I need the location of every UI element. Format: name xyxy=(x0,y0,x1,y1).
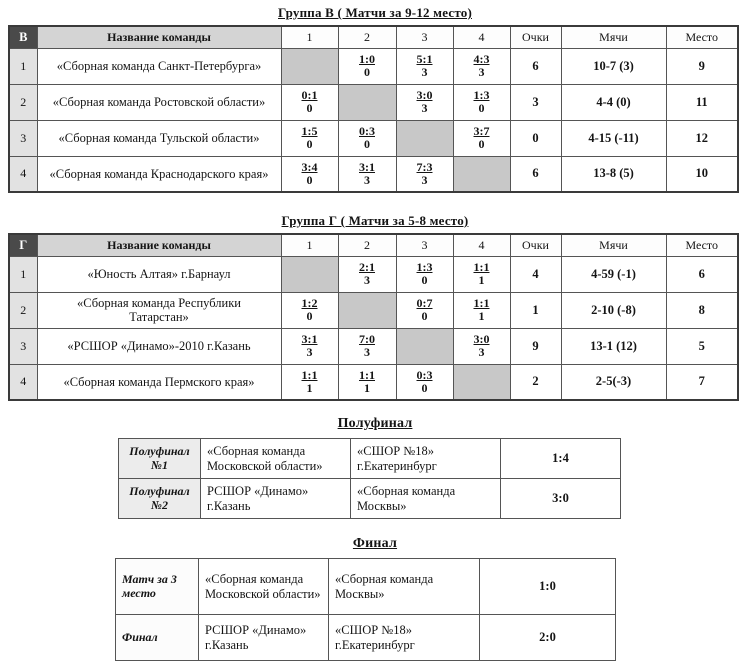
group-letter-cell: Г xyxy=(9,234,37,256)
goals-cell: 4-59 (-1) xyxy=(561,256,666,292)
match-result-cell xyxy=(338,120,396,156)
score-cell: 2:0 xyxy=(480,615,616,661)
table-row xyxy=(116,615,616,661)
match-score: 3:0 xyxy=(416,88,433,103)
match-score: 0:7 xyxy=(416,296,433,311)
team-name-cell: «Сборная команда Краснодарского края» xyxy=(37,156,281,192)
group-b-table xyxy=(8,25,739,193)
match-points: 0 xyxy=(421,380,428,395)
match-score: 1:1 xyxy=(301,368,318,383)
team-name-header: Название команды xyxy=(37,234,281,256)
team-name-cell: «Юность Алтая» г.Барнаул xyxy=(37,256,281,292)
match-points: 0 xyxy=(421,309,428,323)
col-3-header: 3 xyxy=(396,26,453,48)
points-cell: 2 xyxy=(510,364,561,400)
points-header: Очки xyxy=(510,26,561,48)
place-cell: 8 xyxy=(666,292,738,328)
final-title: Финал xyxy=(352,536,398,551)
match-result-cell xyxy=(281,292,338,328)
team2-cell: «СШОР №18» г.Екатеринбург xyxy=(351,439,501,479)
points-cell: 4 xyxy=(510,256,561,292)
row-number-cell: 2 xyxy=(9,84,37,120)
match-score: 3:1 xyxy=(301,332,318,347)
match-points: 3 xyxy=(364,172,370,187)
table-row xyxy=(9,156,738,192)
self-match-cell xyxy=(396,120,453,156)
match-result-cell xyxy=(453,48,510,84)
group-b-header-row xyxy=(9,26,738,48)
match-score: 3:4 xyxy=(301,160,318,175)
row-number-cell: 3 xyxy=(9,120,37,156)
goals-cell: 2-5(-3) xyxy=(561,364,666,400)
points-cell: 6 xyxy=(510,48,561,84)
match-points: 0 xyxy=(306,309,313,323)
place-cell: 9 xyxy=(666,48,738,84)
match-result-cell xyxy=(453,120,510,156)
match-points: 3 xyxy=(421,101,428,115)
row-number-cell: 2 xyxy=(9,292,37,328)
team2-cell: «Сборная команда Москвы» xyxy=(351,479,501,519)
col-4-header: 4 xyxy=(453,26,510,48)
table-row xyxy=(9,84,738,120)
match-result-cell xyxy=(338,156,396,192)
place-cell: 6 xyxy=(666,256,738,292)
match-label-cell: Полуфинал №2 xyxy=(119,479,201,519)
self-match-cell xyxy=(338,84,396,120)
match-points: 3 xyxy=(364,273,370,287)
self-match-cell xyxy=(338,292,396,328)
table-row xyxy=(119,479,621,519)
match-result-cell xyxy=(396,364,453,400)
team-name-cell: «Сборная команда Пермского края» xyxy=(37,364,281,400)
match-score: 2:1 xyxy=(359,260,375,275)
match-result-cell xyxy=(338,328,396,364)
team-name-cell: «Сборная команда Санкт-Петербурга» xyxy=(37,48,281,84)
team-name-cell: «Сборная команда Республики Татарстан» xyxy=(37,292,281,328)
team2-cell: «СШОР №18» г.Екатеринбург xyxy=(329,615,480,661)
goals-cell: 4-4 (0) xyxy=(561,84,666,120)
match-points: 3 xyxy=(478,345,485,359)
semifinal-table xyxy=(118,438,621,519)
col-2-header: 2 xyxy=(338,26,396,48)
points-cell: 1 xyxy=(510,292,561,328)
match-score: 5:1 xyxy=(416,52,433,67)
row-number-cell: 3 xyxy=(9,328,37,364)
goals-header: Мячи xyxy=(561,26,666,48)
group-letter-cell: В xyxy=(9,26,37,48)
match-score: 0:3 xyxy=(359,124,375,139)
col-4-header: 4 xyxy=(453,234,510,256)
match-points: 3 xyxy=(421,172,428,187)
match-score: 7:3 xyxy=(416,160,433,175)
team1-cell: «Сборная команда Московской области» xyxy=(199,559,329,615)
match-result-cell xyxy=(453,328,510,364)
match-score: 1:3 xyxy=(416,260,433,275)
match-score: 3:0 xyxy=(473,332,490,347)
points-cell: 9 xyxy=(510,328,561,364)
match-label-cell: Финал xyxy=(116,615,199,661)
goals-cell: 13-8 (5) xyxy=(561,156,666,192)
match-result-cell xyxy=(338,256,396,292)
match-result-cell xyxy=(281,156,338,192)
match-points: 1 xyxy=(478,273,485,287)
score-cell: 3:0 xyxy=(501,479,621,519)
match-score: 7:0 xyxy=(359,332,375,347)
match-score: 0:3 xyxy=(416,368,433,383)
self-match-cell xyxy=(396,328,453,364)
team-name-header: Название команды xyxy=(37,26,281,48)
match-score: 1:3 xyxy=(473,88,490,103)
table-row xyxy=(119,439,621,479)
col-1-header: 1 xyxy=(281,234,338,256)
goals-header: Мячи xyxy=(561,234,666,256)
match-points: 0 xyxy=(306,172,313,187)
goals-cell: 13-1 (12) xyxy=(561,328,666,364)
place-cell: 7 xyxy=(666,364,738,400)
match-points: 3 xyxy=(421,65,428,79)
goals-cell: 4-15 (-11) xyxy=(561,120,666,156)
team2-cell: «Сборная команда Москвы» xyxy=(329,559,480,615)
table-row xyxy=(9,120,738,156)
match-points: 0 xyxy=(478,137,485,151)
place-cell: 5 xyxy=(666,328,738,364)
col-2-header: 2 xyxy=(338,234,396,256)
table-row xyxy=(9,328,738,364)
match-score: 1:5 xyxy=(301,124,318,139)
points-header: Очки xyxy=(510,234,561,256)
match-points: 0 xyxy=(478,101,485,115)
self-match-cell xyxy=(281,256,338,292)
match-label-cell: Матч за 3 место xyxy=(116,559,199,615)
team1-cell: «Сборная команда Московской области» xyxy=(201,439,351,479)
match-result-cell xyxy=(396,292,453,328)
group-g-title: Группа Г ( Матчи за 5-8 место) xyxy=(281,213,469,228)
match-result-cell xyxy=(338,364,396,400)
team-name-cell: «Сборная команда Тульской области» xyxy=(37,120,281,156)
match-result-cell xyxy=(396,256,453,292)
semifinal-title: Полуфинал xyxy=(337,416,413,431)
row-number-cell: 1 xyxy=(9,48,37,84)
match-score: 1:1 xyxy=(473,296,490,311)
match-result-cell xyxy=(281,120,338,156)
match-result-cell xyxy=(453,256,510,292)
row-number-cell: 1 xyxy=(9,256,37,292)
points-cell: 0 xyxy=(510,120,561,156)
final-table xyxy=(115,558,616,661)
place-header: Место xyxy=(666,26,738,48)
match-points: 1 xyxy=(306,380,313,395)
match-points: 1 xyxy=(364,380,370,395)
match-result-cell xyxy=(338,48,396,84)
match-points: 0 xyxy=(364,137,370,151)
place-cell: 10 xyxy=(666,156,738,192)
place-header: Место xyxy=(666,234,738,256)
match-result-cell xyxy=(453,292,510,328)
score-cell: 1:4 xyxy=(501,439,621,479)
match-score: 3:7 xyxy=(473,124,490,139)
table-row xyxy=(9,48,738,84)
match-score: 3:1 xyxy=(359,160,375,175)
match-score: 1:1 xyxy=(473,260,490,275)
match-result-cell xyxy=(396,48,453,84)
match-points: 0 xyxy=(364,65,370,79)
match-result-cell xyxy=(396,84,453,120)
self-match-cell xyxy=(281,48,338,84)
table-row xyxy=(9,364,738,400)
group-g-table xyxy=(8,233,739,401)
row-number-cell: 4 xyxy=(9,156,37,192)
place-cell: 11 xyxy=(666,84,738,120)
self-match-cell xyxy=(453,156,510,192)
group-g-header-row xyxy=(9,234,738,256)
match-score: 1:1 xyxy=(359,368,375,383)
col-1-header: 1 xyxy=(281,26,338,48)
match-points: 3 xyxy=(478,65,485,79)
table-row xyxy=(9,292,738,328)
score-cell: 1:0 xyxy=(480,559,616,615)
place-cell: 12 xyxy=(666,120,738,156)
match-score: 1:2 xyxy=(301,296,318,311)
match-points: 1 xyxy=(478,309,485,323)
match-score: 0:1 xyxy=(301,88,318,103)
match-result-cell xyxy=(453,84,510,120)
match-points: 3 xyxy=(306,345,313,359)
team1-cell: РСШОР «Динамо» г.Казань xyxy=(201,479,351,519)
points-cell: 6 xyxy=(510,156,561,192)
team-name-cell: «РСШОР «Динамо»-2010 г.Казань xyxy=(37,328,281,364)
match-points: 3 xyxy=(364,345,370,359)
self-match-cell xyxy=(453,364,510,400)
group-b-title: Группа В ( Матчи за 9-12 место) xyxy=(278,5,472,20)
match-result-cell xyxy=(396,156,453,192)
match-score: 1:0 xyxy=(359,52,375,67)
match-points: 0 xyxy=(306,137,313,151)
row-number-cell: 4 xyxy=(9,364,37,400)
points-cell: 3 xyxy=(510,84,561,120)
match-result-cell xyxy=(281,364,338,400)
match-result-cell xyxy=(281,84,338,120)
table-row xyxy=(116,559,616,615)
table-row xyxy=(9,256,738,292)
team-name-cell: «Сборная команда Ростовской области» xyxy=(37,84,281,120)
match-points: 0 xyxy=(306,101,313,115)
goals-cell: 2-10 (-8) xyxy=(561,292,666,328)
match-points: 0 xyxy=(421,273,428,287)
goals-cell: 10-7 (3) xyxy=(561,48,666,84)
col-3-header: 3 xyxy=(396,234,453,256)
match-label-cell: Полуфинал №1 xyxy=(119,439,201,479)
match-result-cell xyxy=(281,328,338,364)
match-score: 4:3 xyxy=(473,52,490,67)
team1-cell: РСШОР «Динамо» г.Казань xyxy=(199,615,329,661)
